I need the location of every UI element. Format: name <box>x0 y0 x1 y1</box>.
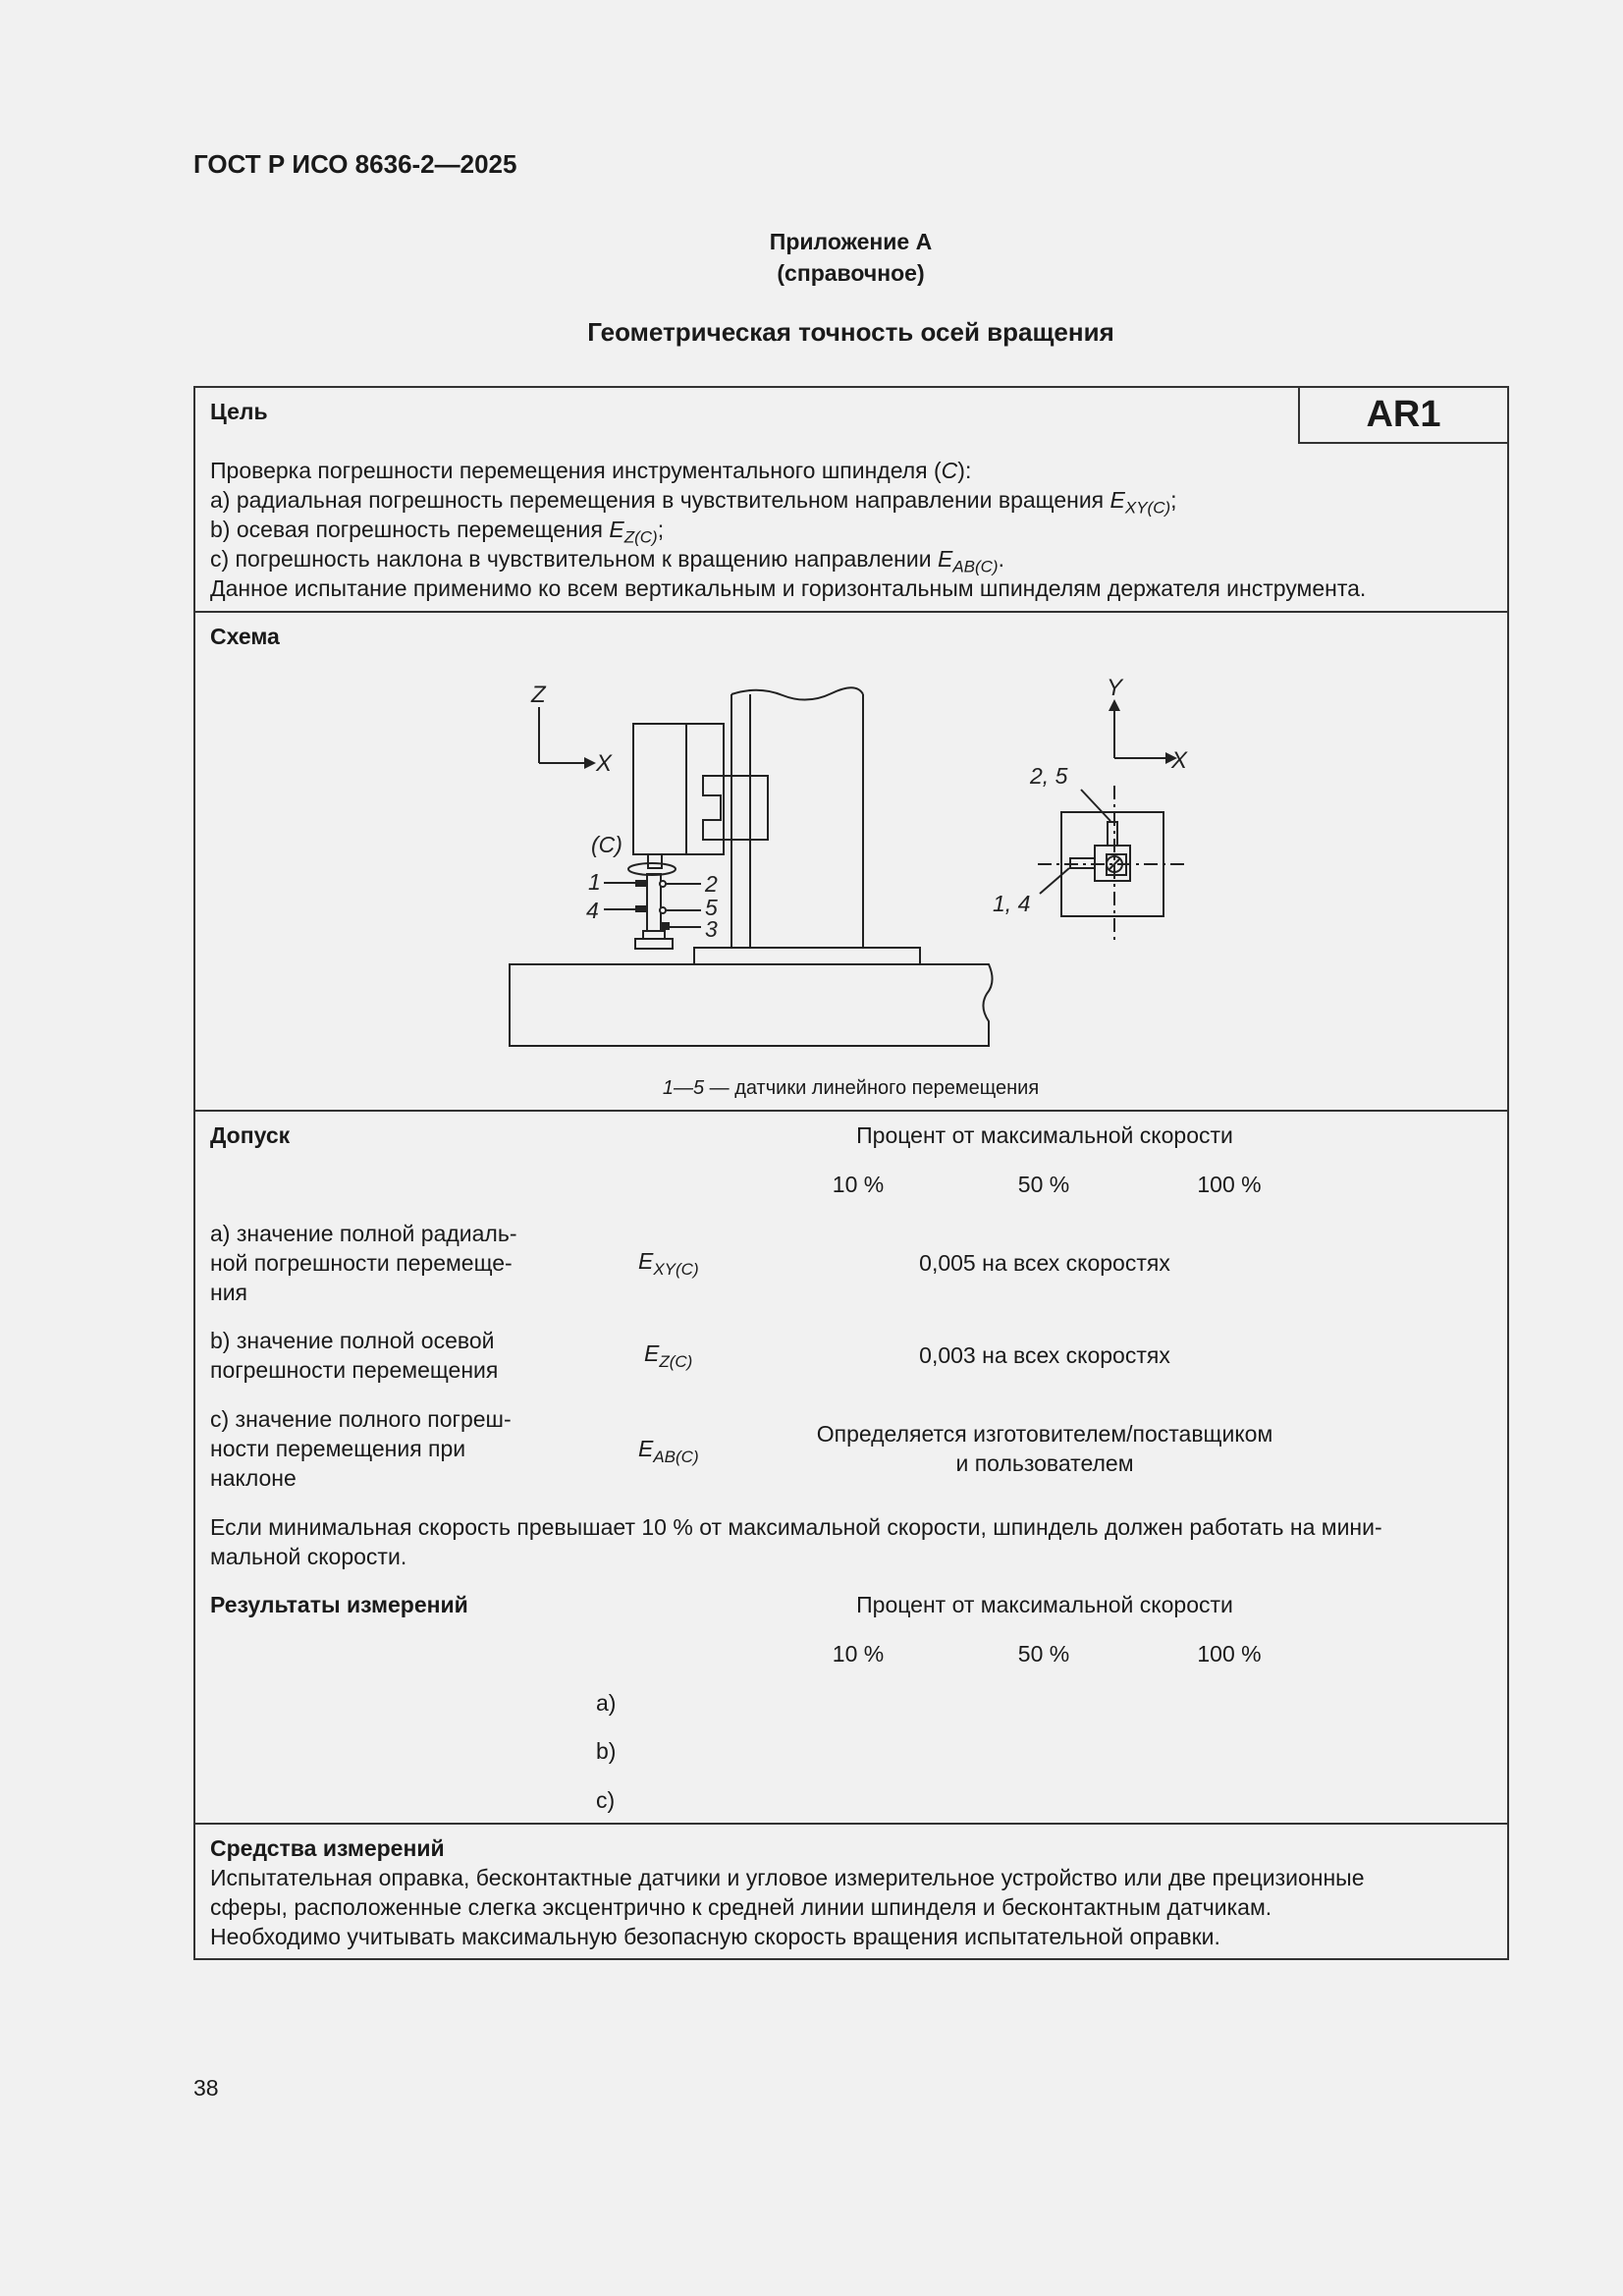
tolerance-row-c-line3: наклоне <box>210 1465 297 1491</box>
divider-results <box>193 1823 1509 1825</box>
tolerance-label: Допуск <box>210 1122 291 1148</box>
tolerance-row-a-value: 0,005 на всех скоростях <box>919 1250 1170 1276</box>
label-5: 5 <box>705 895 718 920</box>
axis-x-label: X <box>596 750 613 777</box>
machine-table <box>510 964 993 1046</box>
results-speed-100: 100 % <box>1197 1641 1262 1667</box>
diagram-label: Схема <box>210 624 280 649</box>
axis-y-label: Y <box>1107 675 1123 701</box>
instruments-line2: сферы, расположенные слегка эксцентрично к средней линии шпинделя и бесконтактным датчикам. <box>210 1894 1272 1920</box>
page-number: 38 <box>193 2075 219 2101</box>
tolerance-row-a-line3: ния <box>210 1280 248 1305</box>
tolerance-row-b-line2: погрешности перемещения <box>210 1357 499 1383</box>
spindle-nose <box>648 854 662 868</box>
column-break-line <box>731 687 863 699</box>
purpose-item-a: a) радиальная погрешность перемещения в чувствительном направлении вращения $E_{XY(C)}$; <box>210 487 1177 518</box>
purpose-intro: Проверка погрешности перемещения инструментального шпинделя (C): <box>210 458 972 483</box>
tolerance-speed-100: 100 % <box>1197 1172 1262 1197</box>
tolerance-row-c-line1: c) значение полного погреш- <box>210 1406 512 1432</box>
column-base <box>694 948 920 964</box>
spindle-head <box>633 724 724 854</box>
leader-25 <box>1081 790 1110 821</box>
label-14: 1, 4 <box>993 891 1031 916</box>
label-1: 1 <box>588 869 601 895</box>
mandrel-holder <box>643 931 665 939</box>
label-2: 2 <box>705 871 718 897</box>
test-mandrel <box>647 874 661 931</box>
tolerance-row-c-value-line1: Определяется изготовителем/поставщиком <box>816 1421 1273 1447</box>
results-speed-50: 50 % <box>1017 1641 1070 1667</box>
tolerance-note-line2: мальной скорости. <box>210 1544 407 1569</box>
sensor-4 <box>636 906 647 911</box>
sensor-3 <box>661 923 669 929</box>
instruments-line1: Испытательная оправка, бесконтактные датчики и угловое измерительное устройство или две прецизионные <box>210 1865 1365 1890</box>
tolerance-row-b-line1: b) значение полной осевой <box>210 1328 495 1353</box>
label-25: 2, 5 <box>1030 763 1068 789</box>
purpose-item-c: c) погрешность наклона в чувствительном к вращению направлении $E_{AB(C)}$. <box>210 546 1004 576</box>
top-view-sensor-25 <box>1108 822 1117 846</box>
document-header: ГОСТ Р ИСО 8636-2—2025 <box>193 149 517 179</box>
sensor-2 <box>660 881 666 887</box>
results-item-a: a) <box>596 1690 617 1716</box>
results-speed-header: Процент от максимальной скорости <box>856 1592 1233 1617</box>
spindle-label: (C) <box>591 832 622 857</box>
purpose-label: Цель <box>210 399 268 424</box>
divider-diagram <box>193 1110 1509 1112</box>
section-title: Геометрическая точность осей вращения <box>587 317 1114 347</box>
purpose-item-b: b) осевая погрешность перемещения $E_{Z(C)}$; <box>210 517 665 547</box>
tolerance-speed-header: Процент от максимальной скорости <box>856 1122 1233 1148</box>
diagram-caption: 1—5 — датчики линейного перемещения <box>662 1077 1040 1099</box>
axis-x-right-label: X <box>1171 747 1188 774</box>
tolerance-note-line1: Если минимальная скорость превышает 10 % от максимальной скорости, шпиндель должен работать на мини- <box>210 1514 1382 1540</box>
instruments-line3: Необходимо учитывать максимальную безопасную скорость вращения испытательной оправки. <box>210 1924 1220 1949</box>
test-id-box: AR1 <box>1298 386 1509 444</box>
sensor-5 <box>660 907 666 913</box>
tolerance-row-b-symbol: $E_{Z(C)}$ <box>644 1340 693 1371</box>
tolerance-speed-50: 50 % <box>1017 1172 1070 1197</box>
spindle-diagram <box>193 629 1509 1110</box>
tolerance-row-a-line1: a) значение полной радиаль- <box>210 1221 517 1246</box>
results-speed-10: 10 % <box>832 1641 885 1667</box>
annex-line1: Приложение А <box>769 229 933 254</box>
tolerance-row-c-value-line2: и пользователем <box>955 1450 1134 1476</box>
annex-line2: (справочное) <box>777 260 925 286</box>
mandrel-base <box>635 939 673 949</box>
tolerance-row-a-line2: ной погрешности перемеще- <box>210 1250 513 1276</box>
purpose-note: Данное испытание применимо ко всем вертикальным и горизонтальным шпинделям держателя инструмента. <box>210 575 1367 601</box>
instruments-label: Средства измерений <box>210 1835 445 1861</box>
sensor-1 <box>636 881 647 886</box>
tolerance-row-a-symbol: $E_{XY(C)}$ <box>638 1248 699 1279</box>
divider-purpose <box>193 611 1509 613</box>
results-item-c: c) <box>596 1787 616 1813</box>
annex-title <box>0 226 1623 289</box>
x-arrow-icon <box>584 757 596 769</box>
results-label: Результаты измерений <box>210 1592 468 1617</box>
axis-z-label: Z <box>531 682 546 708</box>
label-3: 3 <box>705 916 718 942</box>
label-4: 4 <box>586 898 599 923</box>
column-slide <box>703 776 768 840</box>
leader-14 <box>1040 868 1069 894</box>
tolerance-row-c-line2: ности перемещения при <box>210 1436 466 1461</box>
results-item-b: b) <box>596 1738 617 1764</box>
tolerance-row-c-symbol: $E_{AB(C)}$ <box>638 1436 699 1466</box>
tolerance-row-b-value: 0,003 на всех скоростях <box>919 1342 1170 1368</box>
tolerance-speed-10: 10 % <box>832 1172 885 1197</box>
